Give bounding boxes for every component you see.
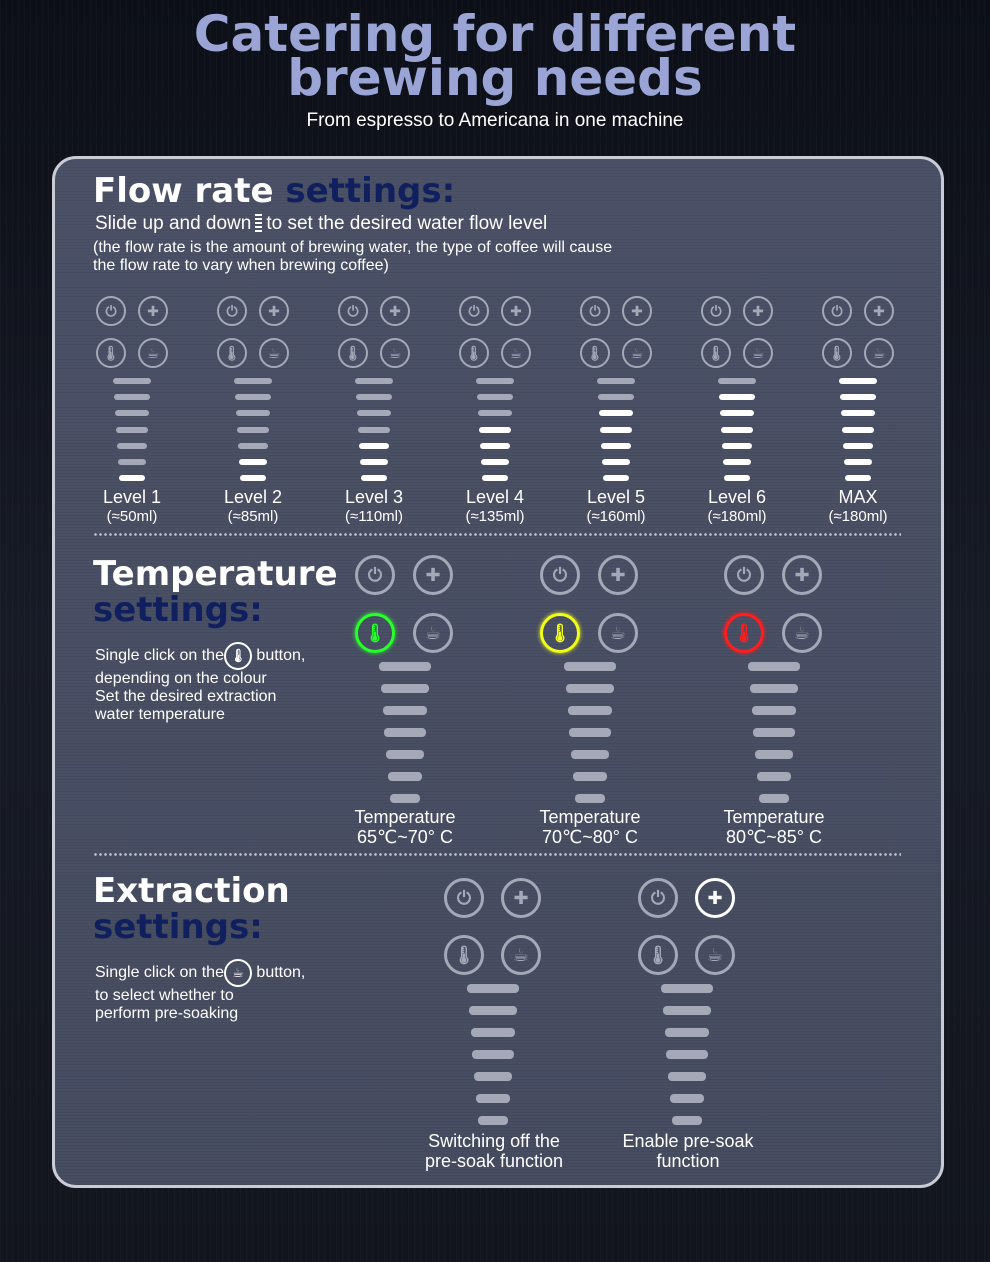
flow-level-name: Level 5 — [586, 487, 646, 507]
flow-bar — [237, 427, 269, 433]
flow-bar — [844, 459, 872, 465]
coffee-bean-plus-icon[interactable]: ✚ — [380, 296, 410, 326]
flow-bar — [755, 750, 793, 759]
flow-bar — [467, 984, 519, 993]
temperature-label-name: Temperature — [354, 807, 456, 827]
power-icon[interactable]: ⏻ — [540, 555, 580, 595]
flow-bar — [472, 1050, 514, 1059]
flow-bar — [361, 475, 387, 481]
flow-instruction-b: to set the desired water flow level — [266, 213, 548, 235]
temperature-label-name: Temperature — [723, 807, 825, 827]
flow-bar — [750, 684, 798, 693]
flow-bar — [117, 443, 147, 449]
flow-rate-title — [93, 173, 455, 209]
flow-bar — [575, 794, 605, 803]
flow-level-volume: (≈135ml) — [465, 508, 525, 525]
flow-bar — [600, 427, 632, 433]
thermometer-icon[interactable]: 🌡 — [724, 613, 764, 653]
temperature-label-name: Temperature — [539, 807, 641, 827]
flow-bar — [482, 475, 508, 481]
flow-bar — [564, 662, 616, 671]
flow-bar — [719, 394, 755, 400]
coffee-bean-plus-icon[interactable]: ✚ — [501, 296, 531, 326]
coffee-cup-icon[interactable]: ☕ — [622, 338, 652, 368]
flow-bar — [718, 378, 756, 384]
flow-bar — [116, 427, 148, 433]
power-icon[interactable]: ⏻ — [355, 555, 395, 595]
flow-level-label — [576, 487, 656, 527]
flow-bar — [379, 662, 431, 671]
settings-panel — [52, 156, 944, 1188]
flow-note-line1: (the flow rate is the amount of brewing water, the type of coffee will cause — [93, 239, 613, 256]
power-icon[interactable]: ⏻ — [724, 555, 764, 595]
flow-bar — [381, 684, 429, 693]
divider — [93, 533, 901, 536]
flow-bar — [841, 410, 875, 416]
flow-level-volume: (≈85ml) — [227, 508, 279, 525]
coffee-bean-plus-icon[interactable]: ✚ — [622, 296, 652, 326]
flow-bar — [360, 459, 388, 465]
flow-bar — [476, 378, 514, 384]
flow-bar — [603, 475, 629, 481]
flow-bar — [478, 410, 512, 416]
thermometer-icon: 🌡 — [224, 642, 252, 670]
flow-bar — [724, 475, 750, 481]
flow-bar — [753, 728, 795, 737]
flow-bar — [661, 984, 713, 993]
flow-level-volume: (≈160ml) — [586, 508, 646, 525]
coffee-cup-icon[interactable]: ☕ — [598, 613, 638, 653]
flow-bar — [723, 459, 751, 465]
flow-bar — [566, 684, 614, 693]
coffee-bean-plus-icon[interactable]: ✚ — [864, 296, 894, 326]
hero-title — [0, 5, 990, 107]
temp-desc-line4: water temperature — [95, 706, 225, 723]
extr-title-blue: settings — [93, 907, 250, 947]
flow-bar — [672, 1116, 702, 1125]
coffee-cup-icon[interactable]: ☕ — [743, 338, 773, 368]
extraction-label — [404, 1131, 584, 1171]
flow-title-colon: : — [441, 171, 456, 211]
coffee-cup-icon[interactable]: ☕ — [259, 338, 289, 368]
flow-level-label — [92, 487, 172, 527]
flow-bar — [597, 378, 635, 384]
thermometer-icon[interactable]: 🌡 — [701, 338, 731, 368]
temp-desc-line3: Set the desired extraction — [95, 688, 277, 705]
flow-bar — [115, 410, 149, 416]
flow-bar — [471, 1028, 515, 1037]
flow-level-name: Level 2 — [223, 487, 283, 507]
temperature-range: 70℃~80° C — [542, 827, 638, 847]
hero — [0, 5, 990, 132]
thermometer-icon[interactable]: 🌡 — [638, 935, 678, 975]
flow-bar — [477, 394, 513, 400]
flow-bar — [752, 706, 796, 715]
power-icon[interactable]: ⏻ — [338, 296, 368, 326]
flow-bar — [479, 427, 511, 433]
temp-title-white: Temperature — [93, 554, 338, 594]
power-icon[interactable]: ⏻ — [580, 296, 610, 326]
coffee-bean-plus-icon[interactable]: ✚ — [782, 555, 822, 595]
power-icon[interactable]: ⏻ — [444, 878, 484, 918]
thermometer-icon[interactable]: 🌡 — [217, 338, 247, 368]
flow-level-label — [213, 487, 293, 527]
temperature-label — [335, 807, 475, 847]
coffee-bean-plus-icon[interactable]: ✚ — [259, 296, 289, 326]
extraction-label-line2: function — [656, 1151, 720, 1171]
flow-bar — [568, 706, 612, 715]
coffee-bean-plus-icon[interactable]: ✚ — [413, 555, 453, 595]
flow-note-line2: the flow rate to vary when brewing coffee) — [93, 257, 389, 274]
extr-title-colon: : — [249, 907, 263, 947]
extr-desc-line3: perform pre-soaking — [95, 1005, 239, 1022]
flow-bar — [386, 750, 424, 759]
flow-bar — [573, 772, 607, 781]
coffee-bean-plus-icon: ☕ — [224, 959, 252, 987]
slider-icon — [255, 214, 262, 234]
flow-bar — [383, 706, 427, 715]
flow-level-label — [334, 487, 414, 527]
temperature-title — [93, 556, 338, 628]
extraction-label-line1: Switching off the — [428, 1131, 560, 1151]
extr-title-white: Extraction — [93, 871, 290, 911]
flow-bar — [384, 728, 426, 737]
flow-instruction — [95, 214, 547, 234]
temperature-description — [95, 642, 355, 724]
flow-level-name: Level 1 — [102, 487, 162, 507]
flow-bar — [235, 394, 271, 400]
coffee-cup-icon[interactable]: ☕ — [138, 338, 168, 368]
temp-desc-b: button, — [256, 647, 306, 665]
flow-bar — [356, 394, 392, 400]
flow-bar — [358, 427, 390, 433]
flow-bar — [481, 459, 509, 465]
flow-bar — [748, 662, 800, 671]
thermometer-icon[interactable]: 🌡 — [444, 935, 484, 975]
power-icon[interactable]: ⏻ — [638, 878, 678, 918]
flow-level-volume: (≈180ml) — [707, 508, 767, 525]
flow-bar — [599, 410, 633, 416]
flow-bar — [240, 475, 266, 481]
extraction-title — [93, 873, 290, 945]
coffee-bean-plus-icon[interactable]: ✚ — [598, 555, 638, 595]
flow-bar — [469, 1006, 517, 1015]
flow-bar — [598, 394, 634, 400]
flow-bar — [601, 443, 631, 449]
flow-level-label — [818, 487, 898, 527]
flow-level-name: Level 4 — [465, 487, 525, 507]
extraction-label — [598, 1131, 778, 1171]
flow-bar — [720, 410, 754, 416]
coffee-cup-icon[interactable]: ☕ — [782, 613, 822, 653]
flow-level-volume: (≈50ml) — [106, 508, 158, 525]
power-icon[interactable]: ⏻ — [96, 296, 126, 326]
coffee-cup-icon[interactable]: ☕ — [695, 935, 735, 975]
flow-level-name: MAX — [838, 487, 878, 507]
temperature-label — [520, 807, 660, 847]
thermometer-icon[interactable]: 🌡 — [338, 338, 368, 368]
coffee-cup-icon[interactable]: ☕ — [501, 338, 531, 368]
temp-desc-a: Single click on the — [95, 647, 224, 665]
temperature-label — [704, 807, 844, 847]
flow-level-name: Level 3 — [344, 487, 404, 507]
flow-bar — [666, 1050, 708, 1059]
thermometer-icon[interactable]: 🌡 — [540, 613, 580, 653]
coffee-cup-icon[interactable]: ☕ — [864, 338, 894, 368]
coffee-bean-plus-icon[interactable]: ✚ — [501, 878, 541, 918]
thermometer-icon[interactable]: 🌡 — [355, 613, 395, 653]
flow-bar — [759, 794, 789, 803]
flow-bar — [119, 475, 145, 481]
flow-bar — [388, 772, 422, 781]
extr-desc-line2: to select whether to — [95, 987, 234, 1004]
flow-bar — [571, 750, 609, 759]
extr-desc-b: button, — [256, 964, 306, 982]
flow-bar — [839, 378, 877, 384]
flow-bar — [840, 394, 876, 400]
extraction-label-line2: pre-soak function — [424, 1151, 564, 1171]
thermometer-icon[interactable]: 🌡 — [580, 338, 610, 368]
power-icon[interactable]: ⏻ — [701, 296, 731, 326]
thermometer-icon[interactable]: 🌡 — [822, 338, 852, 368]
flow-bar — [474, 1072, 512, 1081]
flow-instruction-a: Slide up and down — [95, 213, 252, 235]
thermometer-icon[interactable]: 🌡 — [459, 338, 489, 368]
temp-desc-line2: depending on the colour — [95, 670, 267, 687]
coffee-bean-plus-icon[interactable]: ✚ — [695, 878, 735, 918]
flow-level-name: Level 6 — [707, 487, 767, 507]
flow-bar — [668, 1072, 706, 1081]
power-icon[interactable]: ⏻ — [217, 296, 247, 326]
extraction-label-line1: Enable pre-soak — [622, 1131, 754, 1151]
hero-title-line1: Catering for different — [193, 5, 797, 63]
flow-bar — [569, 728, 611, 737]
flow-level-volume: (≈180ml) — [828, 508, 888, 525]
flow-bar — [236, 410, 270, 416]
flow-bar — [721, 427, 753, 433]
flow-bar — [359, 443, 389, 449]
coffee-cup-icon[interactable]: ☕ — [380, 338, 410, 368]
flow-level-label — [697, 487, 777, 527]
flow-bar — [390, 794, 420, 803]
flow-bar — [845, 475, 871, 481]
flow-bar — [663, 1006, 711, 1015]
flow-bar — [843, 443, 873, 449]
flow-bar — [842, 427, 874, 433]
flow-bar — [239, 459, 267, 465]
flow-note — [93, 239, 612, 275]
flow-bar — [602, 459, 630, 465]
extr-desc-a: Single click on the — [95, 964, 224, 982]
temp-title-blue: settings — [93, 590, 250, 630]
power-icon[interactable]: ⏻ — [822, 296, 852, 326]
power-icon[interactable]: ⏻ — [459, 296, 489, 326]
thermometer-icon[interactable]: 🌡 — [96, 338, 126, 368]
flow-bar — [114, 394, 150, 400]
flow-bar — [118, 459, 146, 465]
flow-bar — [757, 772, 791, 781]
flow-bar — [234, 378, 272, 384]
divider — [93, 853, 901, 856]
temp-title-colon: : — [249, 590, 263, 630]
coffee-cup-icon[interactable]: ☕ — [501, 935, 541, 975]
flow-bar — [355, 378, 393, 384]
temperature-range: 65℃~70° C — [357, 827, 453, 847]
flow-level-label — [455, 487, 535, 527]
coffee-cup-icon[interactable]: ☕ — [413, 613, 453, 653]
flow-bar — [480, 443, 510, 449]
coffee-bean-plus-icon[interactable]: ✚ — [743, 296, 773, 326]
flow-bar — [722, 443, 752, 449]
flow-bar — [476, 1094, 510, 1103]
flow-title-blue: settings — [285, 171, 442, 211]
flow-bar — [665, 1028, 709, 1037]
flow-bar — [113, 378, 151, 384]
flow-title-white: Flow rate — [93, 171, 286, 211]
extraction-description — [95, 959, 365, 1023]
hero-title-line2: brewing needs — [287, 49, 703, 107]
flow-bar — [357, 410, 391, 416]
flow-bar — [478, 1116, 508, 1125]
flow-bar — [238, 443, 268, 449]
coffee-bean-plus-icon[interactable]: ✚ — [138, 296, 168, 326]
flow-level-volume: (≈110ml) — [345, 508, 403, 525]
temperature-range: 80℃~85° C — [726, 827, 822, 847]
hero-subtitle: From espresso to Americana in one machine — [306, 110, 684, 131]
flow-bar — [670, 1094, 704, 1103]
